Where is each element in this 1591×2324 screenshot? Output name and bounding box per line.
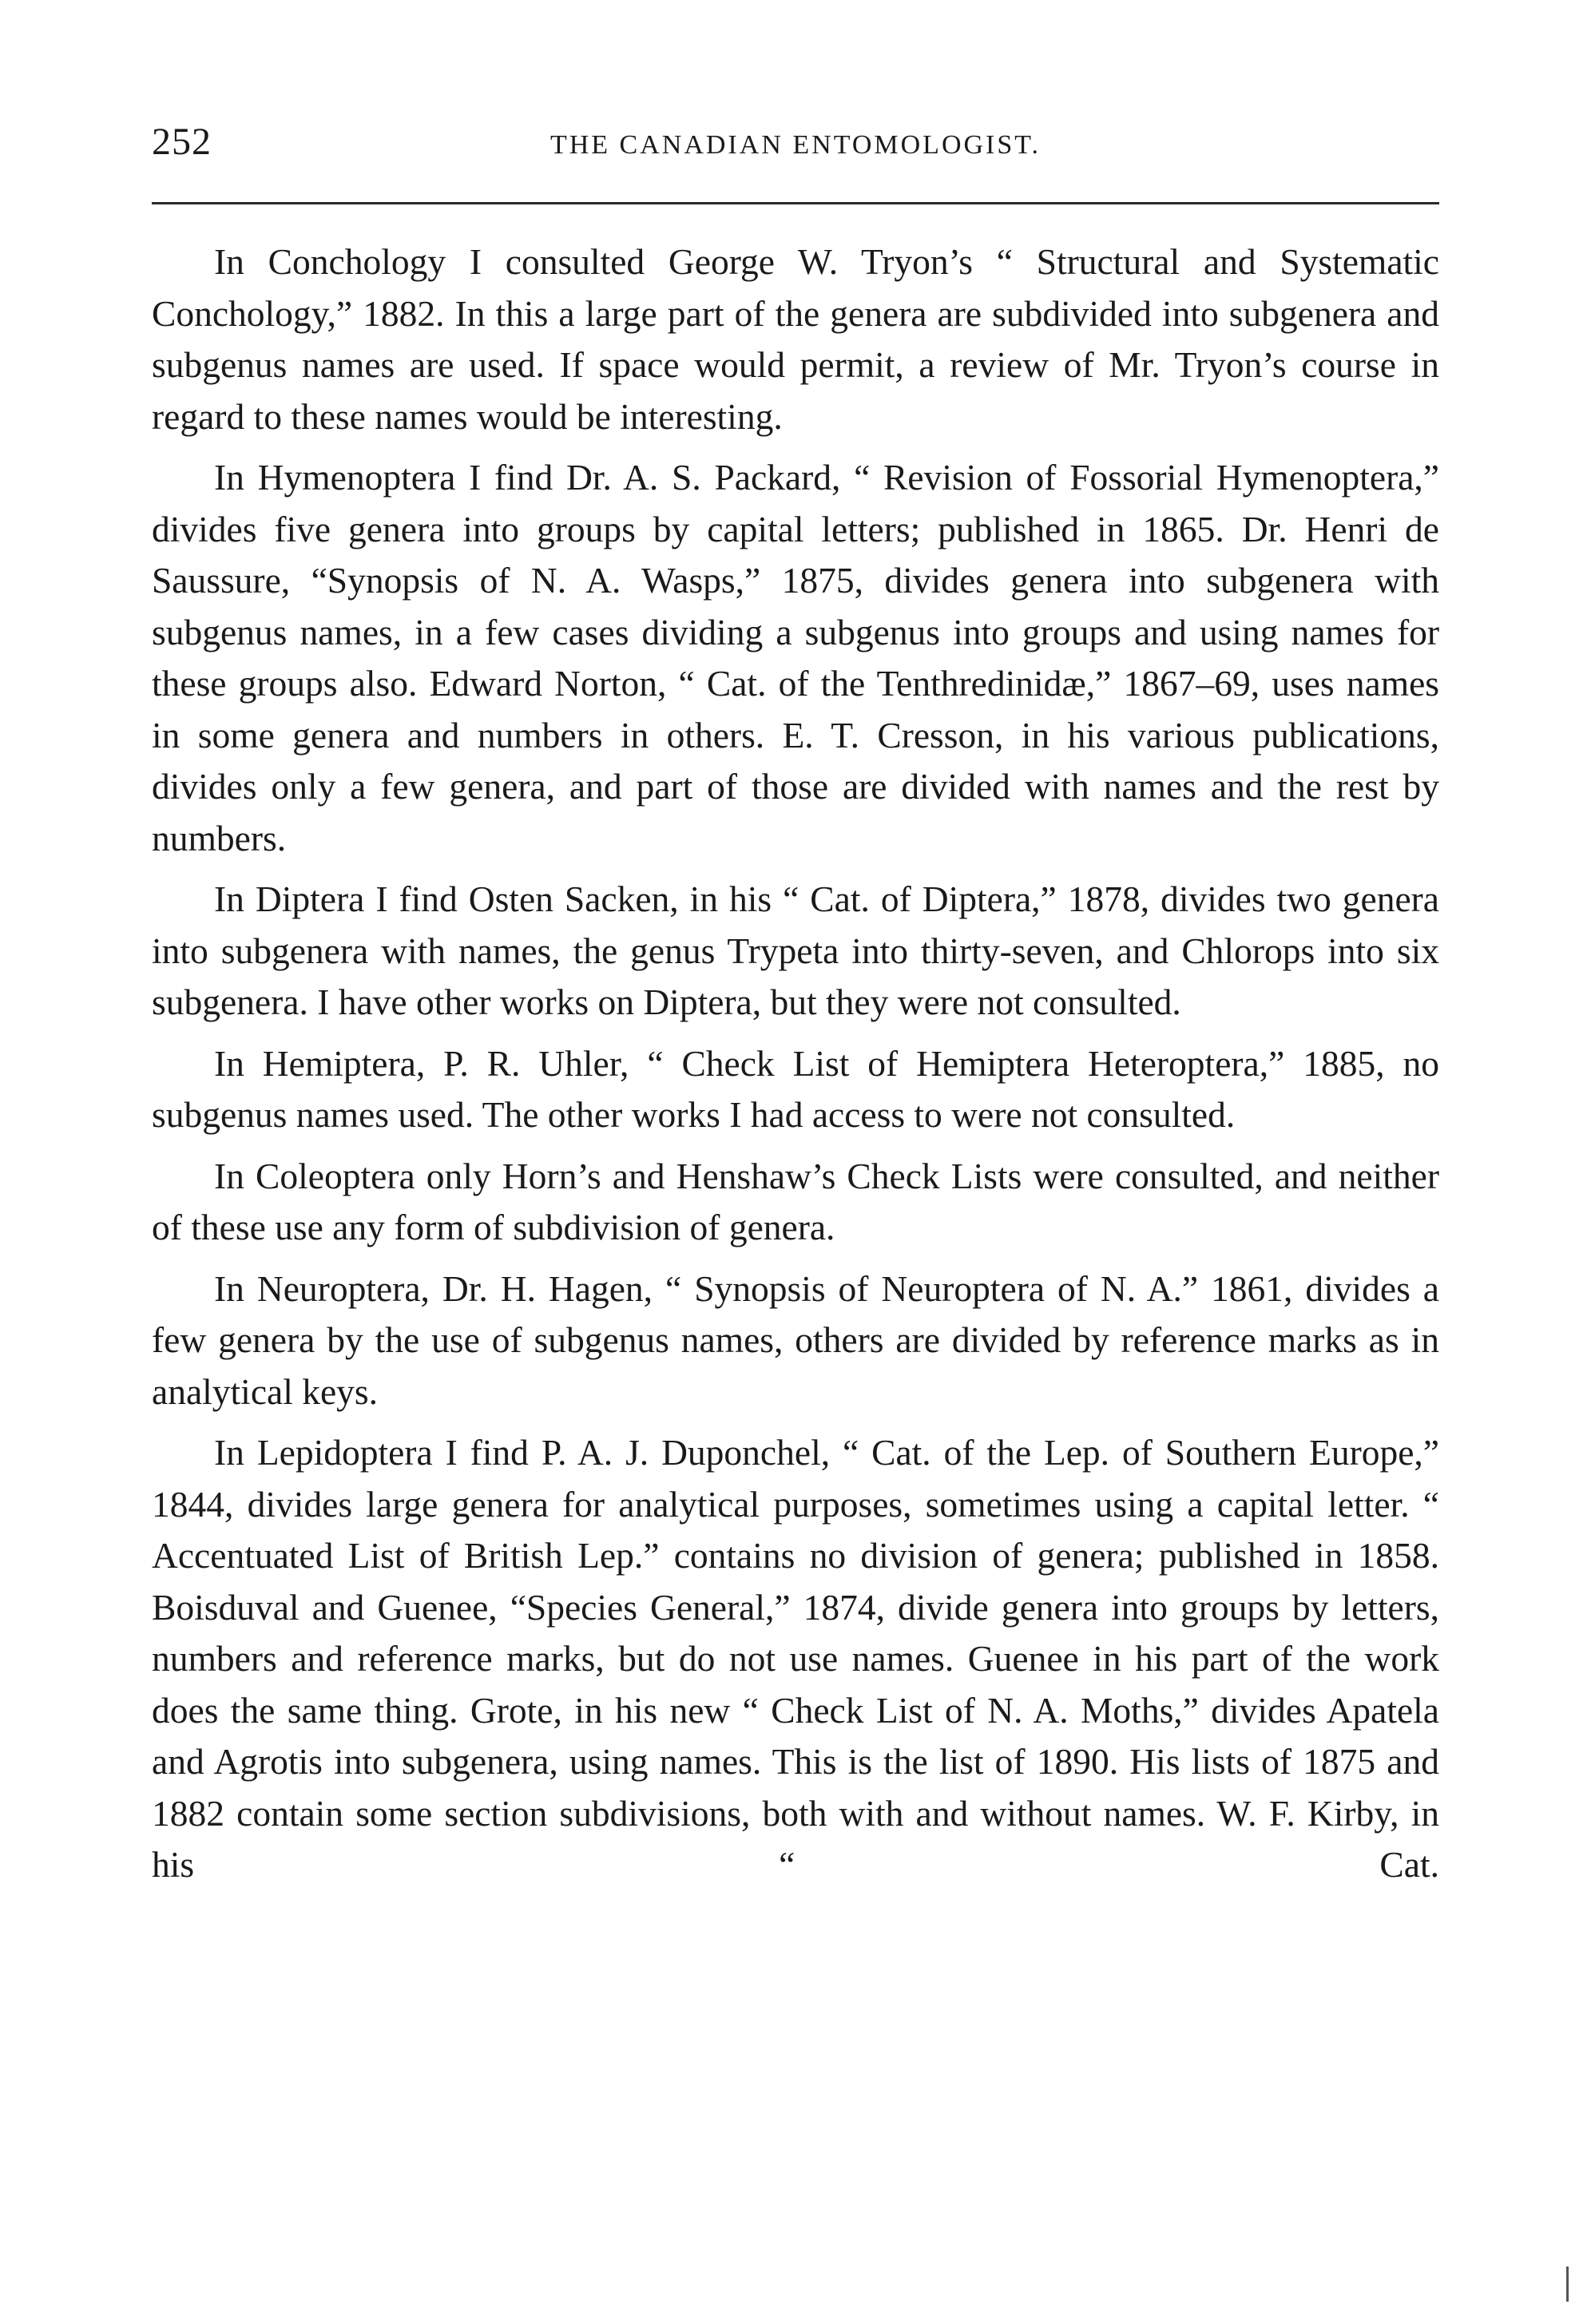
page-edge-mark xyxy=(1566,2266,1569,2302)
page-number: 252 xyxy=(152,121,212,163)
paragraph-conchology: In Conchology I consulted George W. Tryon’s “ Structural and Systematic Conchology,” 1882. In this a large part of the genera are subdivided into subgenera and subgenus names are used. If space would permit, a review of Mr. Tryon’s course in regard to these names would be interesting. xyxy=(152,241,1439,437)
paragraph-lepidoptera: In Lepidoptera I find P. A. J. Duponchel, “ Cat. of the Lep. of Southern Europe,” 1844, divides large genera for analytical purposes, sometimes using a capital letter. “ Accentuated List of British Lep.” contains no division of genera; published in 1858. Boisduval and Guenee, “Species General,” 1874, divide genera into groups by letters, numbers and reference marks, but do not use names. Guenee in his part of the work does the same thing. Grote, in his new “ Check List of N. A. Moths,” divides Apatela and Agrotis into subgenera, using names. This is the list of 1890. His lists of 1875 and 1882 contain some section subdivisions, both with and without names. W. F. Kirby, in his “ Cat. xyxy=(152,1432,1439,1885)
paragraph-hymenoptera: In Hymenoptera I find Dr. A. S. Packard, “ Revision of Fossorial Hymenoptera,” divides five genera into groups by capital letters; published in 1865. Dr. Henri de Saussure, “Synopsis of N. A. Wasps,” 1875, divides genera into subgenera with subgenus names, in a few cases dividing a subgenus into groups and using names for these groups also. Edward Norton, “ Cat. of the Tenthredinidæ,” 1867–69, uses names in some genera and numbers in others. E. T. Cresson, in his various publications, divides only a few genera, and part of those are divided with names and the rest by numbers. xyxy=(152,457,1439,859)
paragraph-coleoptera: In Coleoptera only Horn’s and Henshaw’s Check Lists were consulted, and neither of these use any form of subdivision of genera. xyxy=(152,1155,1439,1247)
paragraph-hemiptera: In Hemiptera, P. R. Uhler, “ Check List of Hemiptera Heteroptera,” 1885, no subgenus names used. The other works I had access to were not consulted. xyxy=(152,1042,1439,1135)
body-text xyxy=(152,236,1439,1901)
paragraph-neuroptera: In Neuroptera, Dr. H. Hagen, “ Synopsis of Neuroptera of N. A.” 1861, divides a few genera by the use of subgenus names, others are divided by reference marks as in analytical keys. xyxy=(152,1267,1439,1412)
header-rule xyxy=(152,202,1439,204)
journal-title: THE CANADIAN ENTOMOLOGIST. xyxy=(550,130,1041,160)
running-head xyxy=(152,118,1439,166)
paragraph-diptera: In Diptera I find Osten Sacken, in his “ Cat. of Diptera,” 1878, divides two genera into subgenera with names, the genus Trypeta into thirty-seven, and Chlorops into six subgenera. I have other works on Diptera, but they were not consulted. xyxy=(152,878,1439,1022)
